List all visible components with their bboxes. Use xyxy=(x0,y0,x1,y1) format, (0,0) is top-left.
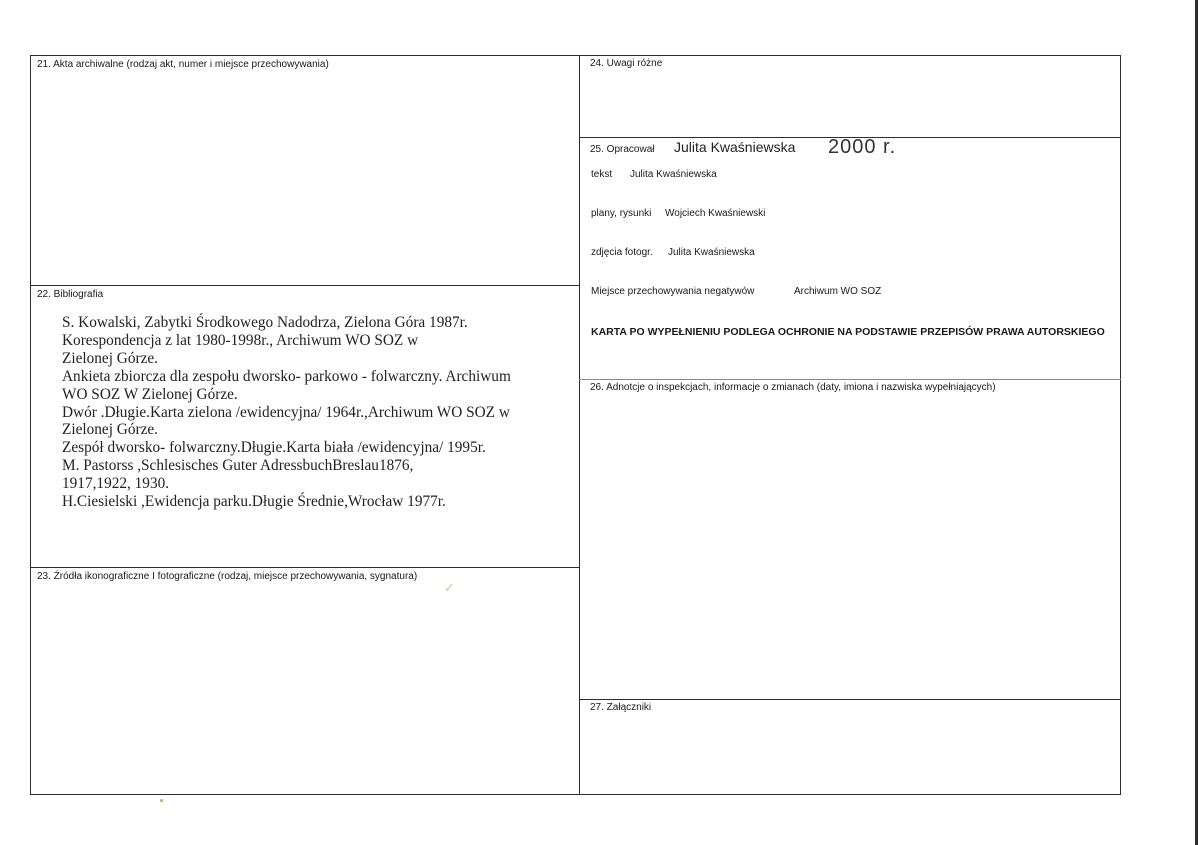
bibliography-line: Dwór .Długie.Karta zielona /ewidencyjna/ 1964r.,Archiwum WO SOZ w xyxy=(62,403,510,421)
negatives-location-value: Archiwum WO SOZ xyxy=(794,286,882,297)
scan-speck xyxy=(160,799,163,802)
section-21-label: 21. Akta archiwalne (rodzaj akt, numer i miejsce przechowywania) xyxy=(37,59,329,70)
section-26-label: 26. Adnotcje o inspekcjach, informacje o zmianach (daty, imiona i nazwiska wypełniających) xyxy=(590,382,996,393)
divider-25-26 xyxy=(579,379,1121,380)
bibliography-line: Zielonej Górze. xyxy=(62,349,158,367)
section-27-label: 27. Załączniki xyxy=(590,702,652,713)
section-22-label: 22. Bibliografia xyxy=(37,289,104,300)
tekst-label: tekst xyxy=(591,169,613,180)
section-25-label: 25. Opracował xyxy=(590,144,655,155)
section-24-label: 24. Uwagi różne xyxy=(590,58,663,69)
column-divider xyxy=(579,55,580,795)
section-23-label: 23. Źródła ikonograficzne I fotograficzne (rodzaj, miejsce przechowywania, sygnatura) xyxy=(37,571,418,582)
plany-label: plany, rysunki xyxy=(591,208,652,219)
zdjecia-label: zdjęcia fotogr. xyxy=(591,247,653,258)
divider-21-22 xyxy=(30,285,580,286)
zdjecia-value: Julita Kwaśniewska xyxy=(668,247,755,258)
plany-value: Wojciech Kwaśniewski xyxy=(665,208,766,219)
author-name: Julita Kwaśniewska xyxy=(674,139,796,155)
bibliography-line: Zielonej Górze. xyxy=(62,421,158,439)
bibliography-line: Zespół dworsko- folwarczny.Długie.Karta biała /ewidencyjna/ 1995r. xyxy=(62,439,486,457)
year-value: 2000 r. xyxy=(828,136,897,158)
divider-22-23 xyxy=(30,567,580,568)
bibliography-line: Ankieta zbiorcza dla zespołu dworsko- parkowo - folwarczny. Archiwum xyxy=(62,367,511,385)
bibliography-line: H.Ciesielski ,Ewidencja parku.Długie Średnie,Wrocław 1977r. xyxy=(62,493,446,511)
bibliography-line: 1917,1922, 1930. xyxy=(62,475,170,493)
bibliography-line: S. Kowalski, Zabytki Środkowego Nadodrza, Zielona Góra 1987r. xyxy=(62,314,468,331)
negatives-location-label: Miejsce przechowywania negatywów xyxy=(591,286,755,297)
copyright-warning: KARTA PO WYPEŁNIENIU PODLEGA OCHRONIE NA PODSTAWIE PRZEPISÓW PRAWA AUTORSKIEGO xyxy=(591,326,1105,338)
tekst-value: Julita Kwaśniewska xyxy=(630,169,717,180)
bibliography-line: Korespondencja z lat 1980-1998r., Archiwum WO SOZ w xyxy=(62,331,419,349)
bibliography-text xyxy=(62,314,577,511)
bibliography-line: WO SOZ W Zielonej Górze. xyxy=(62,385,238,403)
bibliography-line: M. Pastorss ,Schlesisches Guter AdressbuchBreslau1876, xyxy=(62,457,414,475)
scan-speck: ✓ xyxy=(444,580,455,595)
divider-26-27 xyxy=(579,699,1121,700)
